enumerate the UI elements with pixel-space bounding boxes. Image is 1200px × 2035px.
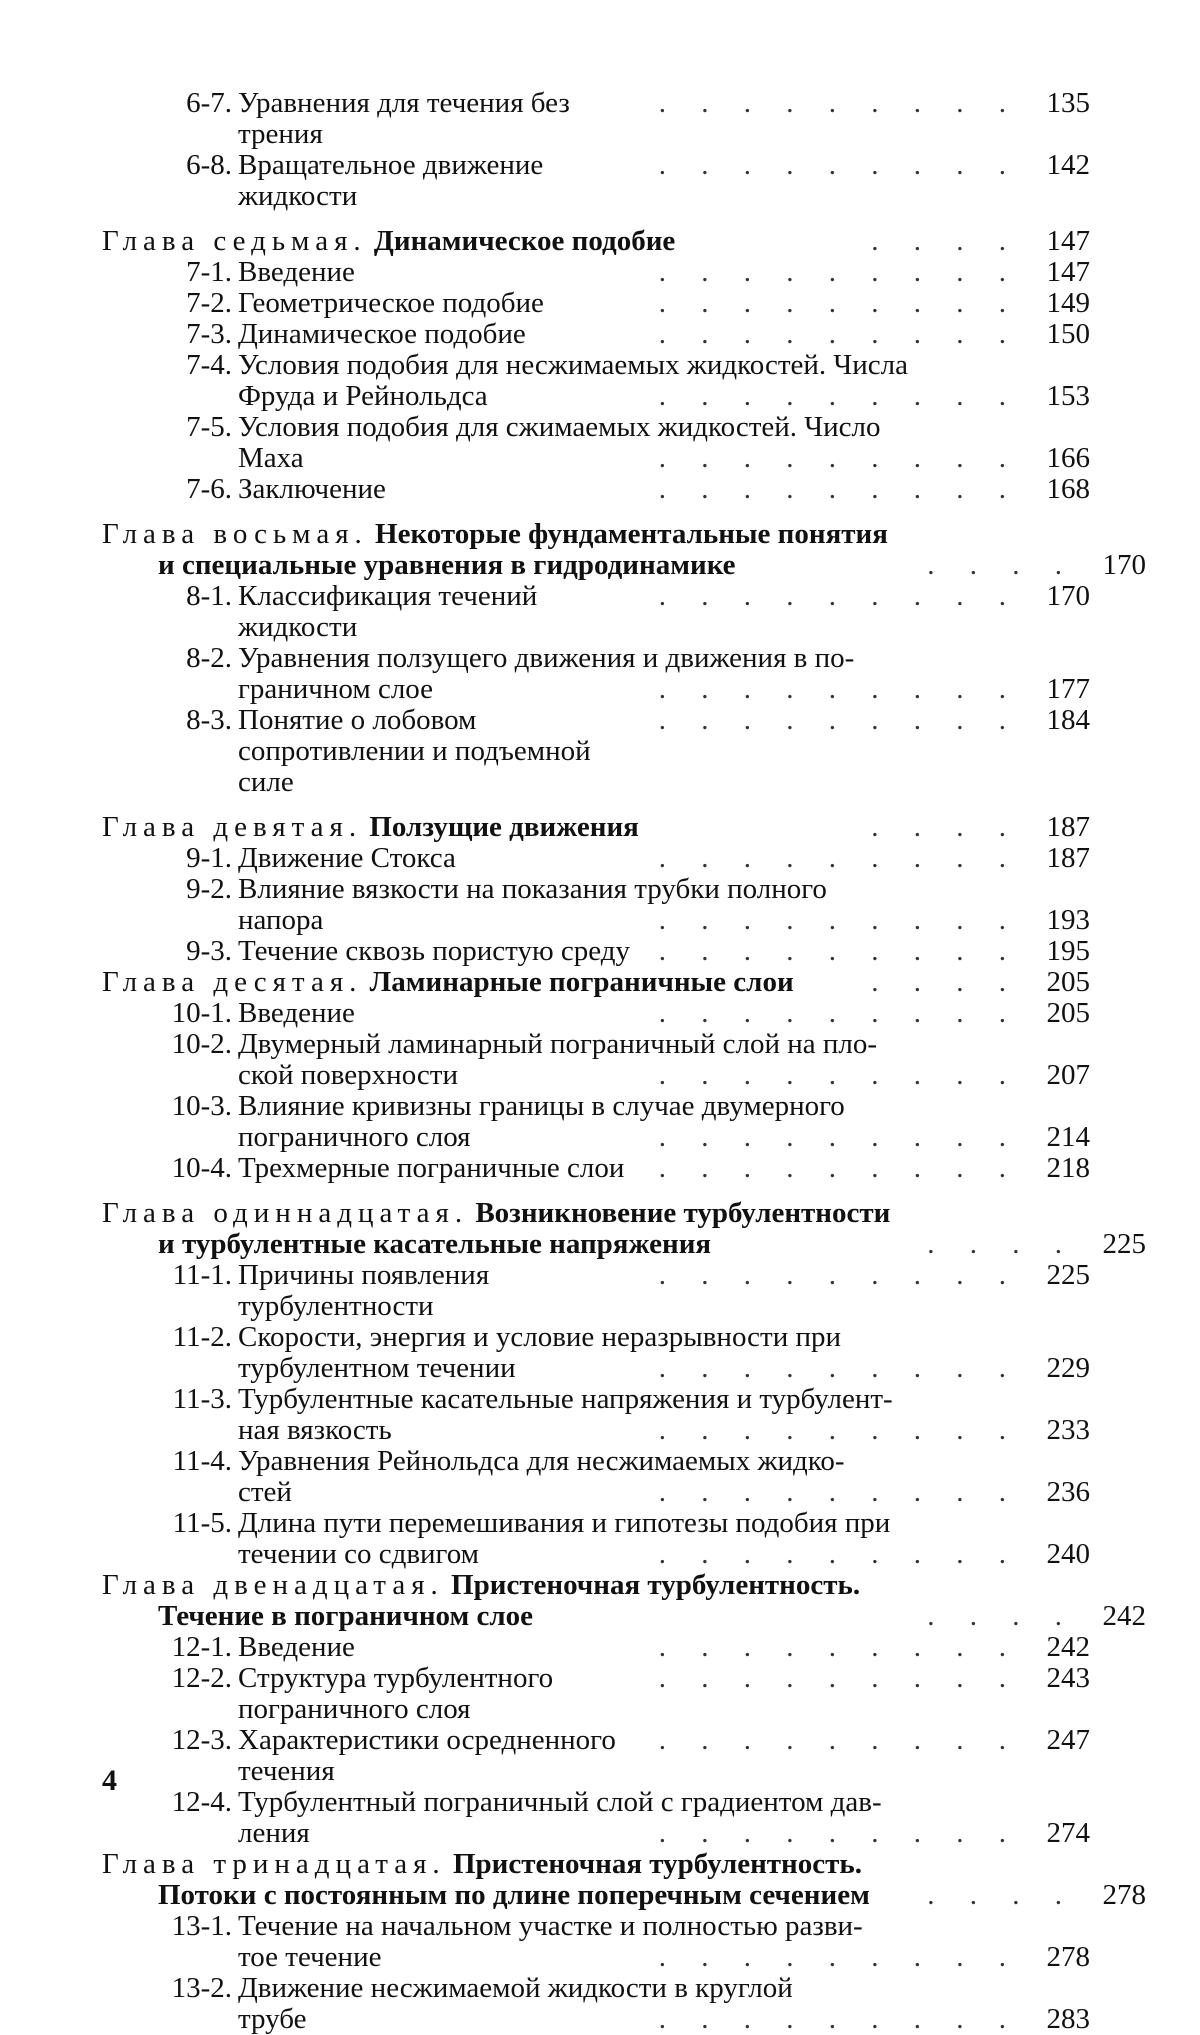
leader-dots: . . . . . . . . . xyxy=(658,1152,1020,1184)
entry-number: 13-2. xyxy=(171,1972,232,2004)
chapter-prefix: Глава одиннадцатая. xyxy=(102,1197,469,1229)
chapter-prefix: Глава десятая. xyxy=(102,966,363,998)
chapter-heading-line xyxy=(102,812,1090,843)
toc-entry xyxy=(102,998,1090,1029)
toc-entry xyxy=(102,1508,1090,1570)
entry-title: Структура турбулентного пограничного слоя xyxy=(238,1662,554,1725)
page-ref: 233 xyxy=(1046,1414,1090,1446)
leader-dots: . . . . . . . . . xyxy=(658,87,1020,119)
chapter-section xyxy=(102,1197,1146,1570)
entry-line xyxy=(238,936,1090,967)
entry-number: 13-1. xyxy=(171,1910,232,1942)
page-ref: 184 xyxy=(1046,704,1090,736)
entry-title: Заключение xyxy=(238,473,386,505)
entry-line xyxy=(238,1415,1090,1446)
entry-title: Вращательное движение жидкости xyxy=(238,149,544,212)
entry-body xyxy=(238,1787,1090,1849)
chapter-title: Ламинарные пограничные слои xyxy=(369,966,794,998)
entry-line xyxy=(238,1060,1090,1091)
entry-title: ная вязкость xyxy=(238,1414,392,1446)
chapter-heading-line xyxy=(102,1601,1146,1632)
entry-body xyxy=(238,1029,1090,1091)
chapter-section xyxy=(102,226,1090,505)
entry-body xyxy=(238,150,1090,212)
entry-title: Длина пути перемешивания и гипотезы подобия при xyxy=(238,1507,891,1539)
entry-number: 12-4. xyxy=(171,1786,232,1818)
entry-body xyxy=(238,643,1090,705)
entry-number: 9-3. xyxy=(186,935,232,967)
toc-entry xyxy=(102,1091,1090,1153)
entry-number: 12-3. xyxy=(171,1724,232,1756)
chapter-title: Ползущие движения xyxy=(369,811,639,843)
entry-title: Двумерный ламинарный пограничный слой на пло- xyxy=(238,1028,878,1060)
page-number: 4 xyxy=(102,1764,117,1797)
entry-title: Уравнения ползущего движения и движения в по- xyxy=(238,642,855,674)
leader-dots: . . . . xyxy=(927,1600,1076,1632)
toc-entry xyxy=(102,88,1090,150)
chapter-title: Некоторые фундаментальные понятия xyxy=(375,518,888,550)
page-ref: 274 xyxy=(1046,1817,1090,1849)
chapter-title: и специальные уравнения в гидродинамике xyxy=(158,549,736,581)
chapter-prefix: Глава восьмая. xyxy=(102,518,368,550)
leader-dots: . . . . . . . . . xyxy=(658,1121,1020,1153)
leader-dots: . . . . . . . . . xyxy=(658,1662,1020,1694)
entry-title: граничном слое xyxy=(238,673,434,705)
entry-body xyxy=(238,1973,1090,2035)
leader-dots: . . . . . . . . . xyxy=(658,149,1020,181)
entry-number: 7-6. xyxy=(186,473,232,505)
entry-body xyxy=(238,319,1090,350)
entry-line xyxy=(238,843,1090,874)
entry-body xyxy=(238,1322,1090,1384)
toc-entry xyxy=(102,1322,1090,1384)
entry-line xyxy=(238,2004,1090,2035)
entry-title: Фруда и Рейнольдса xyxy=(238,380,488,412)
leader-dots: . . . . . . . . . xyxy=(658,997,1020,1029)
toc-entry xyxy=(102,257,1090,288)
entry-number: 9-2. xyxy=(186,873,232,905)
chapter-section xyxy=(102,1848,1146,2035)
page-ref: 205 xyxy=(1046,997,1090,1029)
entry-title: турбулентном течении xyxy=(238,1352,516,1384)
toc-entry xyxy=(102,1663,1090,1725)
entry-number: 7-4. xyxy=(186,349,232,381)
entry-line xyxy=(238,705,1090,798)
entry-line xyxy=(238,1787,1090,1818)
leader-dots: . . . . . . . . . xyxy=(658,473,1020,505)
entry-title: Введение xyxy=(238,997,355,1029)
entry-title: тое течение xyxy=(238,1941,382,1973)
entry-title: течении со сдвигом xyxy=(238,1538,480,1570)
chapter-title: Возникновение турбулентности xyxy=(475,1197,891,1229)
page-ref: 207 xyxy=(1046,1059,1090,1091)
toc-entry xyxy=(102,1632,1090,1663)
entry-number: 7-2. xyxy=(186,287,232,319)
toc-entry xyxy=(102,474,1090,505)
entry-line xyxy=(238,905,1090,936)
toc-entry xyxy=(102,150,1090,212)
entry-line xyxy=(238,1818,1090,1849)
page-ref: 149 xyxy=(1046,287,1090,319)
toc-entry xyxy=(102,1029,1090,1091)
leader-dots: . . . . xyxy=(871,966,1020,998)
entry-body xyxy=(238,1508,1090,1570)
chapter-title: Течение в пограничном слое xyxy=(158,1600,534,1632)
entry-line xyxy=(238,1725,1090,1787)
toc-entry xyxy=(102,843,1090,874)
leader-dots: . . . . . . . . . xyxy=(658,287,1020,319)
leader-dots: . . . . . . . . . xyxy=(658,1941,1020,1973)
entry-line xyxy=(238,1508,1090,1539)
entry-title: напора xyxy=(238,904,324,936)
entry-number: 10-1. xyxy=(171,997,232,1029)
leader-dots: . . . . . . . . . xyxy=(658,2003,1020,2035)
chapter-title: и турбулентные касательные напряжения xyxy=(158,1228,712,1260)
page-ref: 147 xyxy=(1046,225,1090,257)
entry-body xyxy=(238,1725,1090,1787)
entry-number: 8-1. xyxy=(186,580,232,612)
leader-dots: . . . . . . . . . xyxy=(658,1059,1020,1091)
entry-line xyxy=(238,1384,1090,1415)
entry-title: трубе xyxy=(238,2003,307,2035)
leader-dots: . . . . . . . . . xyxy=(658,318,1020,350)
entry-body xyxy=(238,1091,1090,1153)
page-ref: 147 xyxy=(1046,256,1090,288)
entry-number: 8-2. xyxy=(186,642,232,674)
page-ref: 240 xyxy=(1046,1538,1090,1570)
toc-entry xyxy=(102,1787,1090,1849)
entry-title: Скорости, энергия и условие неразрывности при xyxy=(238,1321,842,1353)
entry-number: 11-3. xyxy=(172,1383,232,1415)
page-ref: 225 xyxy=(1102,1228,1146,1260)
page-ref: 247 xyxy=(1046,1724,1090,1756)
toc-entry xyxy=(102,1153,1090,1184)
entry-line xyxy=(238,1477,1090,1508)
entry-number: 6-8. xyxy=(186,149,232,181)
entry-line xyxy=(238,1122,1090,1153)
entry-title: Маха xyxy=(238,442,304,474)
leader-dots: . . . . . . . . . xyxy=(658,1817,1020,1849)
entry-number: 10-2. xyxy=(171,1028,232,1060)
entry-body xyxy=(238,1260,1090,1322)
chapter-title: Пристеночная турбулентность. xyxy=(452,1848,862,1880)
page-ref: 195 xyxy=(1046,935,1090,967)
entry-body xyxy=(238,874,1090,936)
entry-line xyxy=(238,1353,1090,1384)
chapter-prefix: Глава девятая. xyxy=(102,811,363,843)
toc-entry xyxy=(102,1260,1090,1322)
entry-line xyxy=(238,581,1090,643)
toc-entry xyxy=(102,1446,1090,1508)
entry-title: Уравнения Рейнольдса для несжимаемых жидко- xyxy=(238,1445,845,1477)
chapter-heading-line xyxy=(102,1198,1090,1229)
entry-body xyxy=(238,581,1090,643)
page-ref: 150 xyxy=(1046,318,1090,350)
page-ref: 218 xyxy=(1046,1152,1090,1184)
entry-title: Введение xyxy=(238,1631,355,1663)
chapter-section xyxy=(102,1569,1146,1849)
page-ref: 236 xyxy=(1046,1476,1090,1508)
page-ref: 225 xyxy=(1046,1259,1090,1291)
entry-title: Течение сквозь пористую среду xyxy=(238,935,630,967)
chapter-prefix: Глава двенадцатая. xyxy=(102,1569,444,1601)
page-ref: 205 xyxy=(1046,966,1090,998)
page-ref: 187 xyxy=(1046,811,1090,843)
toc-entry xyxy=(102,1725,1090,1787)
entry-number: 11-1. xyxy=(172,1259,232,1291)
leader-dots: . . . . . . . . . xyxy=(658,1352,1020,1384)
page-ref: 168 xyxy=(1046,473,1090,505)
page-ref: 242 xyxy=(1046,1631,1090,1663)
entry-line xyxy=(238,1942,1090,1973)
page-ref: 187 xyxy=(1046,842,1090,874)
entry-number: 7-3. xyxy=(186,318,232,350)
chapter-section xyxy=(102,967,1090,1184)
entry-line xyxy=(238,874,1090,905)
entry-body xyxy=(238,705,1090,798)
page-ref: 242 xyxy=(1102,1600,1146,1632)
entry-number: 8-3. xyxy=(186,704,232,736)
entry-body xyxy=(238,843,1090,874)
leader-dots: . . . . . . . . . xyxy=(658,1476,1020,1508)
entry-number: 7-5. xyxy=(186,411,232,443)
chapter-title: Потоки с постоянным по длине поперечным сечением xyxy=(158,1879,870,1911)
entry-body xyxy=(238,936,1090,967)
entry-body xyxy=(238,1384,1090,1446)
chapter-heading-line xyxy=(102,550,1146,581)
chapter-title: Пристеночная турбулентность. xyxy=(451,1569,861,1601)
entry-body xyxy=(238,412,1090,474)
leader-dots: . . . . xyxy=(927,549,1076,581)
chapter-section xyxy=(102,518,1146,798)
chapter-prefix: Глава тринадцатая. xyxy=(102,1848,446,1880)
page-ref: 170 xyxy=(1046,580,1090,612)
entry-body xyxy=(238,350,1090,412)
leader-dots: . . . . . . . . . xyxy=(658,442,1020,474)
leader-dots: . . . . . . . . . xyxy=(658,1259,1020,1291)
table-of-contents xyxy=(102,87,1146,2035)
entry-title: ской поверхности xyxy=(238,1059,458,1091)
entry-line xyxy=(238,1911,1090,1942)
entry-title: Движение несжимаемой жидкости в круглой xyxy=(238,1972,793,2004)
entry-title: Влияние кривизны границы в случае двумерного xyxy=(238,1090,845,1122)
chapter-six-tail xyxy=(102,88,1090,212)
entry-line xyxy=(238,1260,1090,1322)
entry-body xyxy=(238,88,1090,150)
page-ref: 170 xyxy=(1102,549,1146,581)
page-ref: 214 xyxy=(1046,1121,1090,1153)
entry-number: 7-1. xyxy=(186,256,232,288)
leader-dots: . . . . . . . . . xyxy=(658,1414,1020,1446)
entry-line xyxy=(238,319,1090,350)
leader-dots: . . . . . . . . . xyxy=(658,1724,1020,1756)
toc-entry xyxy=(102,412,1090,474)
chapter-title: Динамическое подобие xyxy=(373,225,676,257)
entry-number: 12-1. xyxy=(171,1631,232,1663)
toc-entry xyxy=(102,1384,1090,1446)
toc-entry xyxy=(102,643,1090,705)
entry-title: Динамическое подобие xyxy=(238,318,526,350)
entry-body xyxy=(238,288,1090,319)
entry-title: Причины появления турбулентности xyxy=(238,1259,490,1322)
chapter-heading-line xyxy=(102,1570,1090,1601)
entry-body xyxy=(238,474,1090,505)
toc-entry xyxy=(102,350,1090,412)
leader-dots: . . . . . . . . . xyxy=(658,935,1020,967)
entry-body xyxy=(238,1632,1090,1663)
page-ref: 135 xyxy=(1046,87,1090,119)
entry-line xyxy=(238,1091,1090,1122)
entry-title: ления xyxy=(238,1817,310,1849)
entry-number: 6-7. xyxy=(186,87,232,119)
entry-title: Характеристики осредненного течения xyxy=(238,1724,616,1787)
leader-dots: . . . . xyxy=(927,1228,1076,1260)
page-ref: 278 xyxy=(1102,1879,1146,1911)
chapter-heading-line xyxy=(102,1849,1090,1880)
entry-title: Турбулентный пограничный слой с градиентом дав- xyxy=(238,1786,882,1818)
entry-title: пограничного слоя xyxy=(238,1121,471,1153)
entry-number: 11-2. xyxy=(172,1321,232,1353)
entry-line xyxy=(238,412,1090,443)
entry-line xyxy=(238,257,1090,288)
entry-body xyxy=(238,257,1090,288)
entry-line xyxy=(238,1153,1090,1184)
chapter-section xyxy=(102,812,1090,967)
leader-dots: . . . . xyxy=(871,225,1020,257)
leader-dots: . . . . . . . . . xyxy=(658,1631,1020,1663)
page-ref: 193 xyxy=(1046,904,1090,936)
entry-line xyxy=(238,643,1090,674)
entry-body xyxy=(238,1446,1090,1508)
leader-dots: . . . . . . . . . xyxy=(658,673,1020,705)
leader-dots: . . . . . . . . . xyxy=(658,580,1020,612)
entry-number: 10-4. xyxy=(171,1152,232,1184)
leader-dots: . . . . xyxy=(871,811,1020,843)
page-ref: 153 xyxy=(1046,380,1090,412)
chapter-heading-line xyxy=(102,226,1090,257)
leader-dots: . . . . . . . . . xyxy=(658,256,1020,288)
toc-entry xyxy=(102,288,1090,319)
entry-line xyxy=(238,1973,1090,2004)
chapter-prefix: Глава седьмая. xyxy=(102,225,367,257)
leader-dots: . . . . . . . . . xyxy=(658,842,1020,874)
entry-title: стей xyxy=(238,1476,292,1508)
entry-number: 9-1. xyxy=(186,842,232,874)
page-ref: 243 xyxy=(1046,1662,1090,1694)
entry-title: Уравнения для течения без трения xyxy=(238,87,570,150)
entry-number: 10-3. xyxy=(171,1090,232,1122)
entry-number: 12-2. xyxy=(171,1662,232,1694)
entry-title: Условия подобия для несжимаемых жидкостей. Числа xyxy=(238,349,909,381)
entry-line xyxy=(238,381,1090,412)
entry-line xyxy=(238,1029,1090,1060)
leader-dots: . . . . xyxy=(927,1879,1076,1911)
entry-title: Течение на начальном участке и полностью разви- xyxy=(238,1910,863,1942)
toc-entry xyxy=(102,581,1090,643)
entry-title: Классификация течений жидкости xyxy=(238,580,538,643)
entry-title: Движение Стокса xyxy=(238,842,456,874)
toc-entry xyxy=(102,319,1090,350)
entry-title: Турбулентные касательные напряжения и турбулент- xyxy=(238,1383,893,1415)
entry-line xyxy=(238,88,1090,150)
page-ref: 229 xyxy=(1046,1352,1090,1384)
entry-title: Трехмерные пограничные слои xyxy=(238,1152,625,1184)
entry-body xyxy=(238,1153,1090,1184)
entry-line xyxy=(238,288,1090,319)
entry-line xyxy=(238,998,1090,1029)
entry-line xyxy=(238,674,1090,705)
entry-title: Условия подобия для сжимаемых жидкостей. Число xyxy=(238,411,881,443)
leader-dots: . . . . . . . . . xyxy=(658,904,1020,936)
leader-dots: . . . . . . . . . xyxy=(658,704,1020,736)
page-ref: 278 xyxy=(1046,1941,1090,1973)
page-ref: 283 xyxy=(1046,2003,1090,2035)
page-ref: 166 xyxy=(1046,442,1090,474)
entry-number: 11-5. xyxy=(172,1507,232,1539)
toc-entry xyxy=(102,705,1090,798)
entry-line xyxy=(238,474,1090,505)
entry-number: 11-4. xyxy=(172,1445,232,1477)
entry-title: Геометрическое подобие xyxy=(238,287,544,319)
entry-line xyxy=(238,1446,1090,1477)
chapter-heading-line xyxy=(102,1880,1146,1911)
toc-entry xyxy=(102,1911,1090,1973)
toc-entry xyxy=(102,936,1090,967)
entry-line xyxy=(238,1322,1090,1353)
chapter-heading-line xyxy=(102,1229,1146,1260)
entry-line xyxy=(238,350,1090,381)
entry-line xyxy=(238,1539,1090,1570)
entry-body xyxy=(238,1911,1090,1973)
entry-title: Введение xyxy=(238,256,355,288)
entry-line xyxy=(238,150,1090,212)
toc-entry xyxy=(102,874,1090,936)
leader-dots: . . . . . . . . . xyxy=(658,1538,1020,1570)
chapter-heading-line xyxy=(102,967,1090,998)
chapter-heading-line xyxy=(102,519,1090,550)
entry-line xyxy=(238,443,1090,474)
entry-line xyxy=(238,1632,1090,1663)
entry-body xyxy=(238,998,1090,1029)
entry-body xyxy=(238,1663,1090,1725)
entry-line xyxy=(238,1663,1090,1725)
leader-dots: . . . . . . . . . xyxy=(658,380,1020,412)
entry-title: Понятие о лобовом сопротивлении и подъемной силе xyxy=(238,704,591,798)
page-ref: 142 xyxy=(1046,149,1090,181)
page-ref: 177 xyxy=(1046,673,1090,705)
toc-entry xyxy=(102,1973,1090,2035)
entry-title: Влияние вязкости на показания трубки полного xyxy=(238,873,827,905)
